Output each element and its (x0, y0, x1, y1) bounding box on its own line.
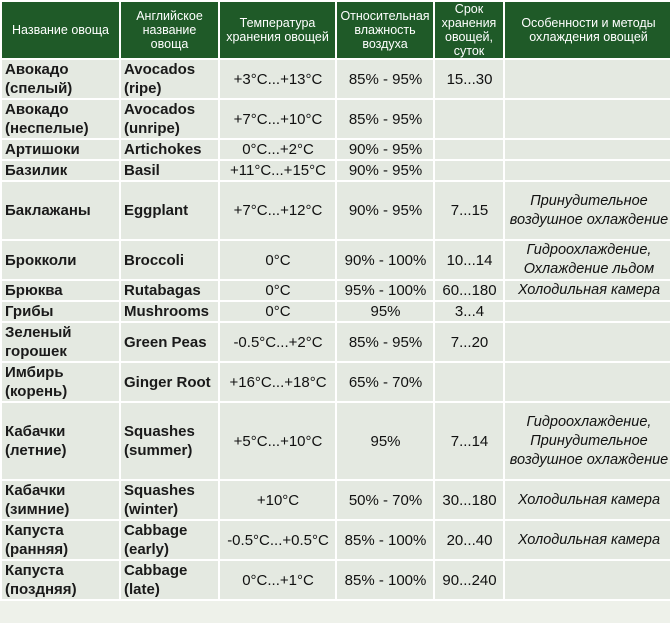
notes-cell (505, 323, 670, 361)
english-name: Artichokes (121, 140, 218, 159)
table-row (2, 302, 670, 321)
vegetable-name: Артишоки (2, 140, 119, 159)
table-row (2, 323, 670, 361)
vegetable-name: Авокадо (неспелые) (2, 100, 119, 138)
humidity-cell: 85% - 95% (337, 100, 433, 138)
humidity-cell: 95% (337, 403, 433, 479)
humidity-cell: 85% - 100% (337, 561, 433, 599)
header-humidity: Относительная влажность воздуха (337, 2, 433, 58)
shelf-life-cell: 20...40 (435, 521, 503, 559)
table-row (2, 403, 670, 479)
temperature-cell: +11°C...+15°C (220, 161, 335, 180)
shelf-life-cell: 60...180 (435, 281, 503, 300)
vegetable-name: Капуста (поздняя) (2, 561, 119, 599)
vegetable-name: Кабачки (летние) (2, 403, 119, 479)
shelf-life-cell: 30...180 (435, 481, 503, 519)
humidity-cell: 90% - 95% (337, 161, 433, 180)
table-row (2, 100, 670, 138)
vegetable-name: Зеленый горошек (2, 323, 119, 361)
table-row (2, 521, 670, 559)
shelf-life-cell: 10...14 (435, 241, 503, 279)
humidity-cell: 85% - 95% (337, 60, 433, 98)
table-row (2, 60, 670, 98)
shelf-life-cell (435, 363, 503, 401)
english-name: Squashes (winter) (121, 481, 218, 519)
table-row (2, 561, 670, 599)
header-shelf-life: Срок хранения овощей, суток (435, 2, 503, 58)
temperature-cell: 0°C...+2°C (220, 140, 335, 159)
notes-cell: Гидроохлаждение, Охлаждение льдом (505, 241, 670, 279)
english-name: Avocados (ripe) (121, 60, 218, 98)
shelf-life-cell: 90...240 (435, 561, 503, 599)
header-temperature: Температура хранения овощей (220, 2, 335, 58)
notes-cell (505, 363, 670, 401)
notes-cell (505, 161, 670, 180)
notes-cell: Холодильная камера (505, 521, 670, 559)
shelf-life-cell: 7...14 (435, 403, 503, 479)
vegetable-name: Брюква (2, 281, 119, 300)
notes-cell (505, 302, 670, 321)
notes-cell (505, 100, 670, 138)
humidity-cell: 95% - 100% (337, 281, 433, 300)
shelf-life-cell: 3...4 (435, 302, 503, 321)
temperature-cell: +5°C...+10°C (220, 403, 335, 479)
english-name: Squashes (summer) (121, 403, 218, 479)
vegetable-name: Базилик (2, 161, 119, 180)
temperature-cell: +7°C...+10°C (220, 100, 335, 138)
humidity-cell: 50% - 70% (337, 481, 433, 519)
humidity-cell: 85% - 95% (337, 323, 433, 361)
header-notes: Особенности и методы охлаждения овощей (505, 2, 670, 58)
humidity-cell: 65% - 70% (337, 363, 433, 401)
shelf-life-cell (435, 100, 503, 138)
vegetable-name: Грибы (2, 302, 119, 321)
notes-cell: Гидроохлаждение, Принудительное воздушное охлаждение (505, 403, 670, 479)
shelf-life-cell: 7...20 (435, 323, 503, 361)
english-name: Eggplant (121, 182, 218, 239)
english-name: Ginger Root (121, 363, 218, 401)
shelf-life-cell (435, 161, 503, 180)
shelf-life-cell: 15...30 (435, 60, 503, 98)
table-row (2, 140, 670, 159)
humidity-cell: 90% - 100% (337, 241, 433, 279)
table-row (2, 182, 670, 239)
header-name: Название овоща (2, 2, 119, 58)
table-row (2, 481, 670, 519)
notes-cell: Холодильная камера (505, 481, 670, 519)
shelf-life-cell: 7...15 (435, 182, 503, 239)
temperature-cell: +16°C...+18°C (220, 363, 335, 401)
table-row (2, 281, 670, 300)
temperature-cell: +3°C...+13°C (220, 60, 335, 98)
table-row (2, 161, 670, 180)
english-name: Mushrooms (121, 302, 218, 321)
humidity-cell: 85% - 100% (337, 521, 433, 559)
notes-cell (505, 561, 670, 599)
temperature-cell: 0°C (220, 302, 335, 321)
notes-cell (505, 60, 670, 98)
vegetable-name: Кабачки (зимние) (2, 481, 119, 519)
english-name: Avocados (unripe) (121, 100, 218, 138)
shelf-life-cell (435, 140, 503, 159)
english-name: Cabbage (late) (121, 561, 218, 599)
english-name: Broccoli (121, 241, 218, 279)
temperature-cell: -0.5°C...+2°C (220, 323, 335, 361)
temperature-cell: +7°C...+12°C (220, 182, 335, 239)
english-name: Rutabagas (121, 281, 218, 300)
temperature-cell: -0.5°C...+0.5°C (220, 521, 335, 559)
header-row (2, 2, 670, 58)
english-name: Basil (121, 161, 218, 180)
humidity-cell: 95% (337, 302, 433, 321)
humidity-cell: 90% - 95% (337, 140, 433, 159)
temperature-cell: 0°C...+1°C (220, 561, 335, 599)
english-name: Cabbage (early) (121, 521, 218, 559)
temperature-cell: +10°C (220, 481, 335, 519)
table-row (2, 241, 670, 279)
header-english: Английское название овоща (121, 2, 218, 58)
humidity-cell: 90% - 95% (337, 182, 433, 239)
notes-cell: Холодильная камера (505, 281, 670, 300)
english-name: Green Peas (121, 323, 218, 361)
notes-cell: Принудительное воздушное охлаждение (505, 182, 670, 239)
vegetable-name: Имбирь (корень) (2, 363, 119, 401)
table-row (2, 363, 670, 401)
temperature-cell: 0°C (220, 281, 335, 300)
vegetable-name: Авокадо (спелый) (2, 60, 119, 98)
vegetable-name: Брокколи (2, 241, 119, 279)
temperature-cell: 0°C (220, 241, 335, 279)
vegetable-name: Баклажаны (2, 182, 119, 239)
notes-cell (505, 140, 670, 159)
vegetable-name: Капуста (ранняя) (2, 521, 119, 559)
